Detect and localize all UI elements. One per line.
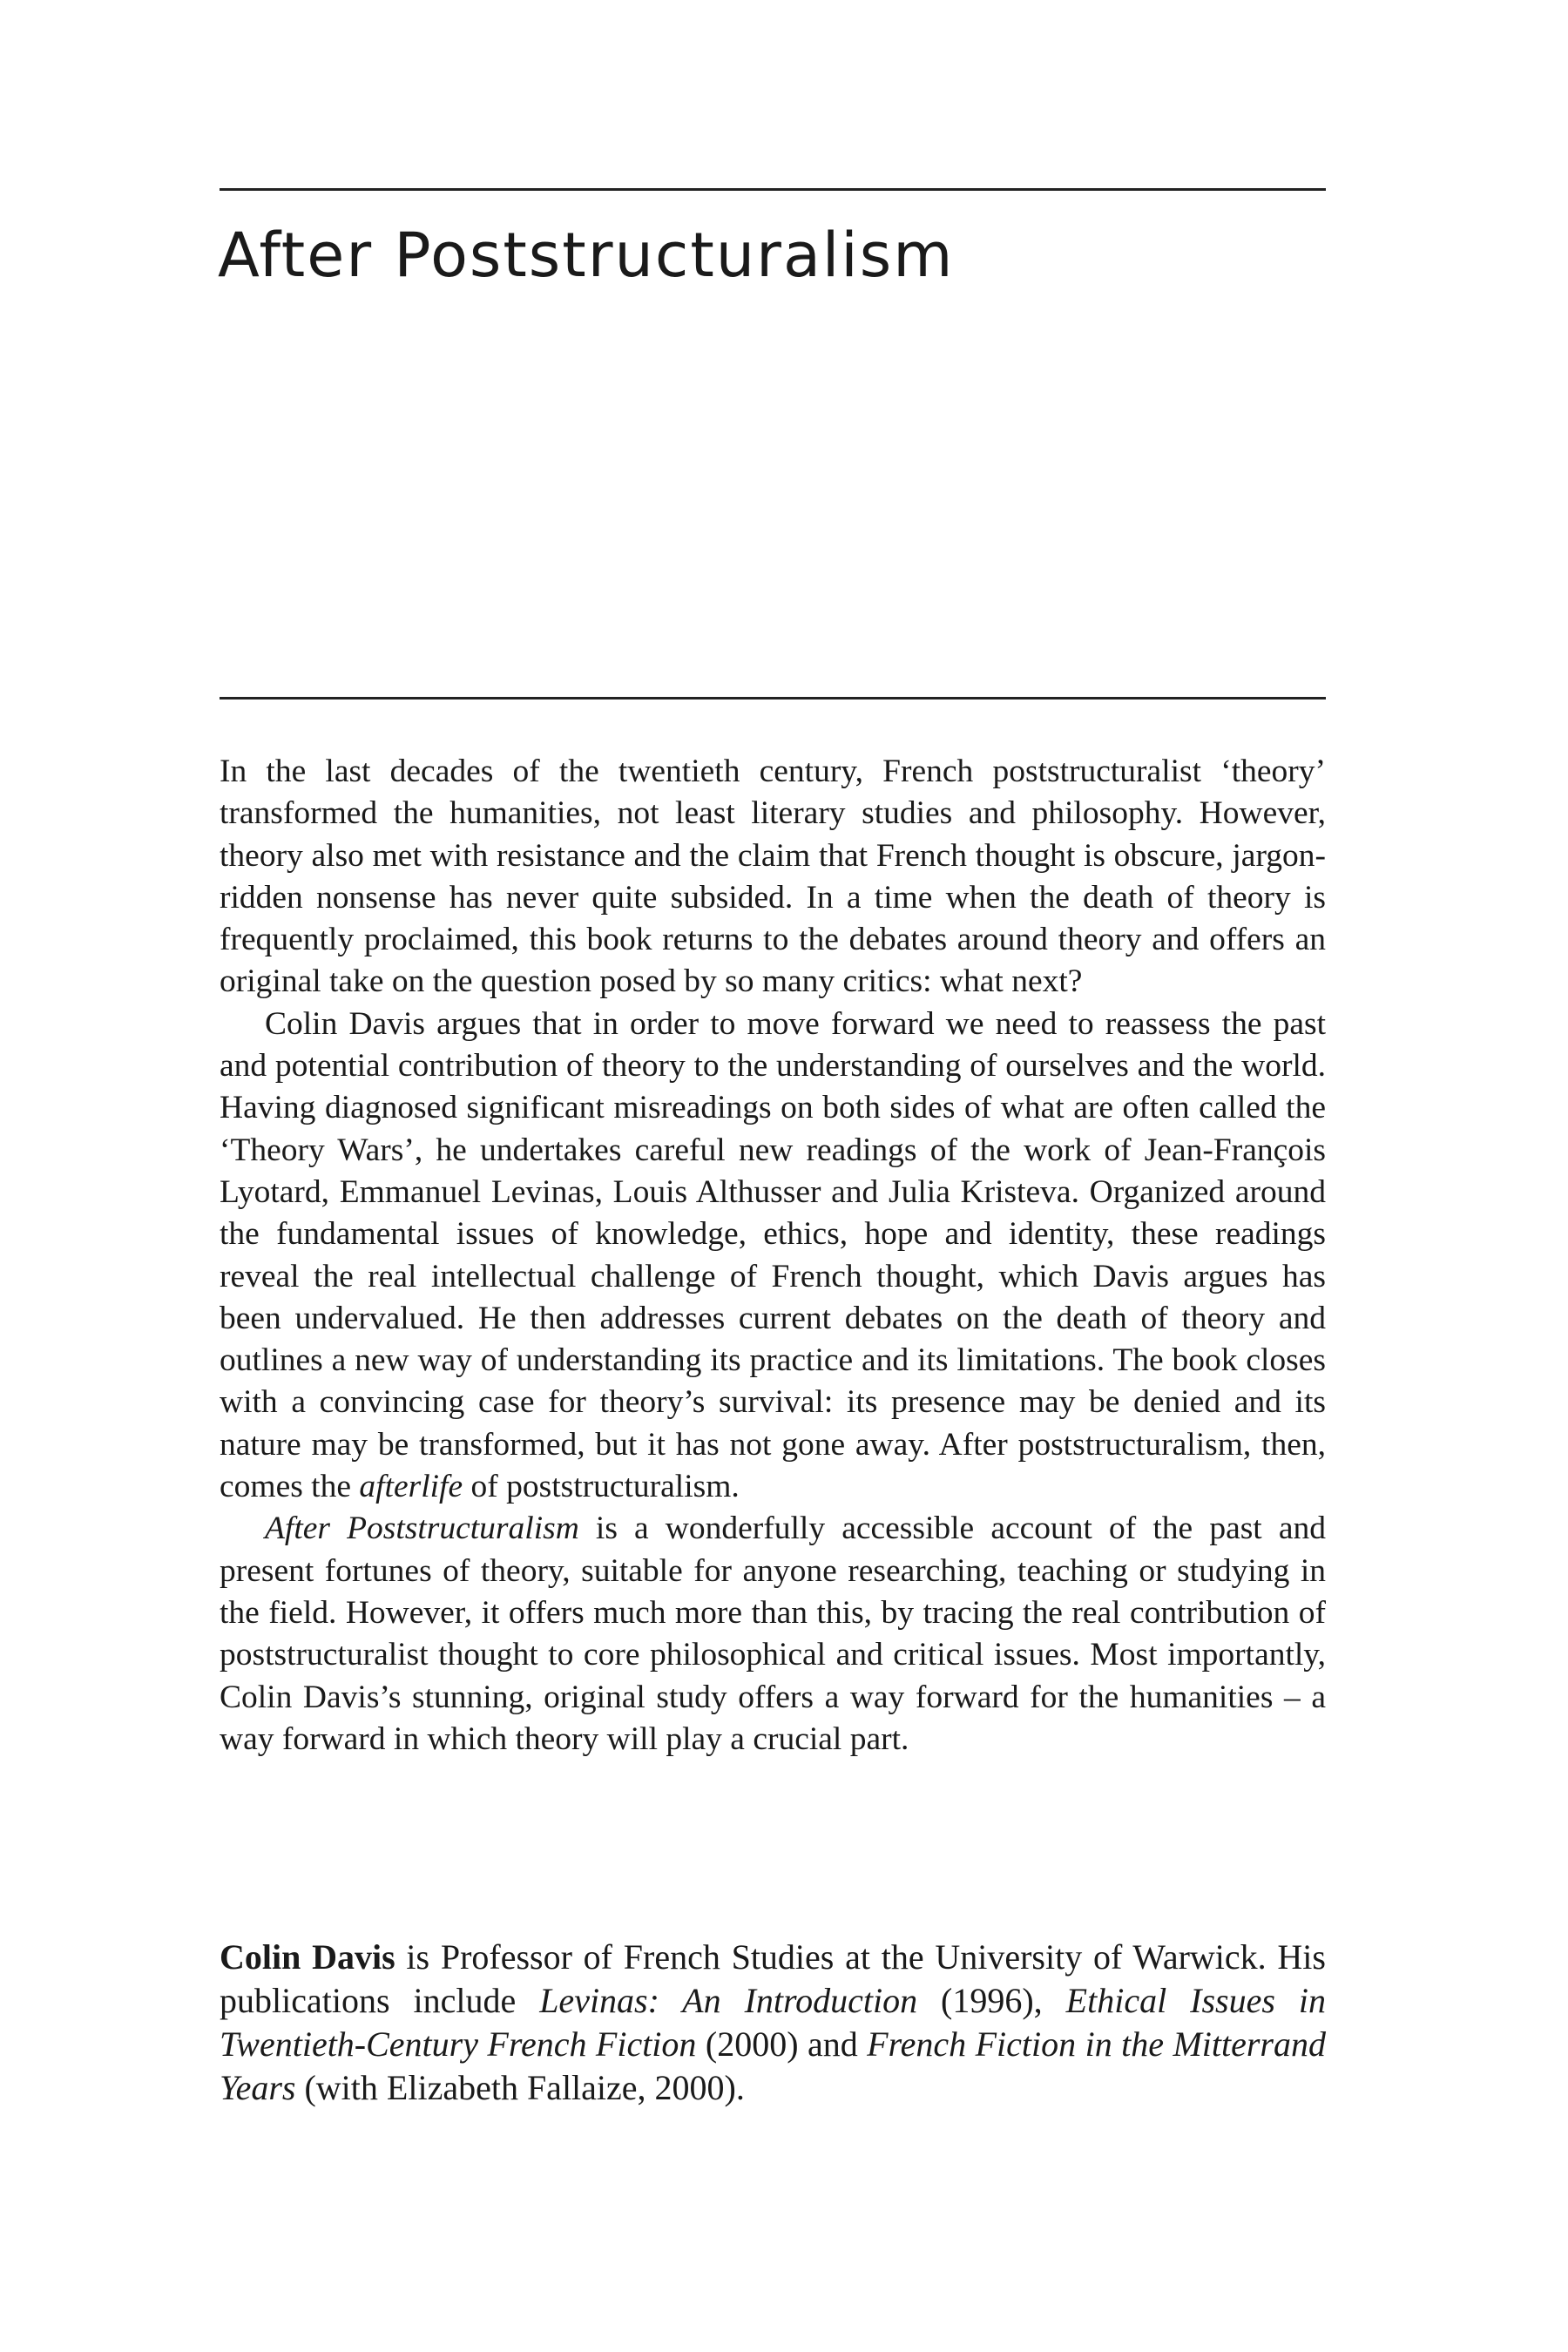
author-bio-text-4: (with Elizabeth Fallaize, 2000). bbox=[295, 2068, 745, 2107]
blurb-paragraph-1: In the last decades of the twentieth century, French poststructuralist ‘theory’ transformed the humanities, not least literary studies and philosophy. However, theory also met with resistance and the claim that French thought is obscure, jargon-ridden nonsense has never quite subsided. In a time when the death of theory is frequently proclaimed, this book returns to the debates around theory and offers an original take on the question posed by so many critics: what next? bbox=[220, 754, 1326, 1000]
publication-1: Levinas: An Introduction bbox=[539, 1981, 918, 2020]
blurb bbox=[220, 751, 1326, 1761]
page-title: After Poststructuralism bbox=[218, 220, 955, 291]
author-bio-text-2: (1996), bbox=[917, 1981, 1066, 2020]
author-bio-paragraph bbox=[220, 1936, 1326, 2110]
author-bio-text-3: (2000) and bbox=[696, 2024, 868, 2064]
blurb-paragraph-2-end: of poststructuralism. bbox=[463, 1469, 740, 1505]
book-title-italic: After Poststructuralism bbox=[265, 1511, 579, 1547]
bottom-rule bbox=[220, 697, 1326, 700]
blurb-paragraph-3 bbox=[220, 1508, 1326, 1761]
author-name: Colin Davis bbox=[220, 1937, 395, 1977]
blurb-paragraph-2 bbox=[220, 1004, 1326, 1509]
publication-2: Ethical Issues in Twentieth-Century French Fiction bbox=[220, 1981, 1326, 2064]
author-bio bbox=[220, 1936, 1326, 2110]
afterlife-emphasis: afterlife bbox=[359, 1469, 463, 1505]
publication-3: French Fiction in the Mitterrand Years bbox=[220, 2024, 1326, 2107]
author-bio-text-1: is Professor of French Studies at the University of Warwick. His publications include bbox=[220, 1937, 1326, 2020]
blurb-paragraph-3-text: is a wonderfully accessible account of the past and present fortunes of theory, suitable for anyone researching, teaching or studying in the field. However, it offers much more than this, by tracing the real contribution of poststructuralist thought to core philosophical and critical issues. Most importantly, Colin Davis’s stunning, original study offers a way forward for the humanities – a way forward in which theory will play a crucial part. bbox=[220, 1511, 1326, 1757]
blurb-paragraph-2-text: Colin Davis argues that in order to move forward we need to reassess the past and potential contribution of theory to the understanding of ourselves and the world. Having diagnosed significant misreadings on both sides of what are often called the ‘Theory Wars’, he undertakes careful new readings of the work of Jean-François Lyotard, Emmanuel Levinas, Louis Althusser and Julia Kristeva. Organized around the fundamental issues of knowledge, ethics, hope and identity, these readings reveal the real intellectual challenge of French thought, which Davis argues has been undervalued. He then addresses current debates on the death of theory and outlines a new way of understanding its practice and its limitations. The book closes with a convincing case for theory’s survival: its presence may be denied and its nature may be transformed, but it has not gone away. After poststructuralism, then, comes the bbox=[220, 1005, 1326, 1505]
top-rule bbox=[220, 188, 1326, 191]
